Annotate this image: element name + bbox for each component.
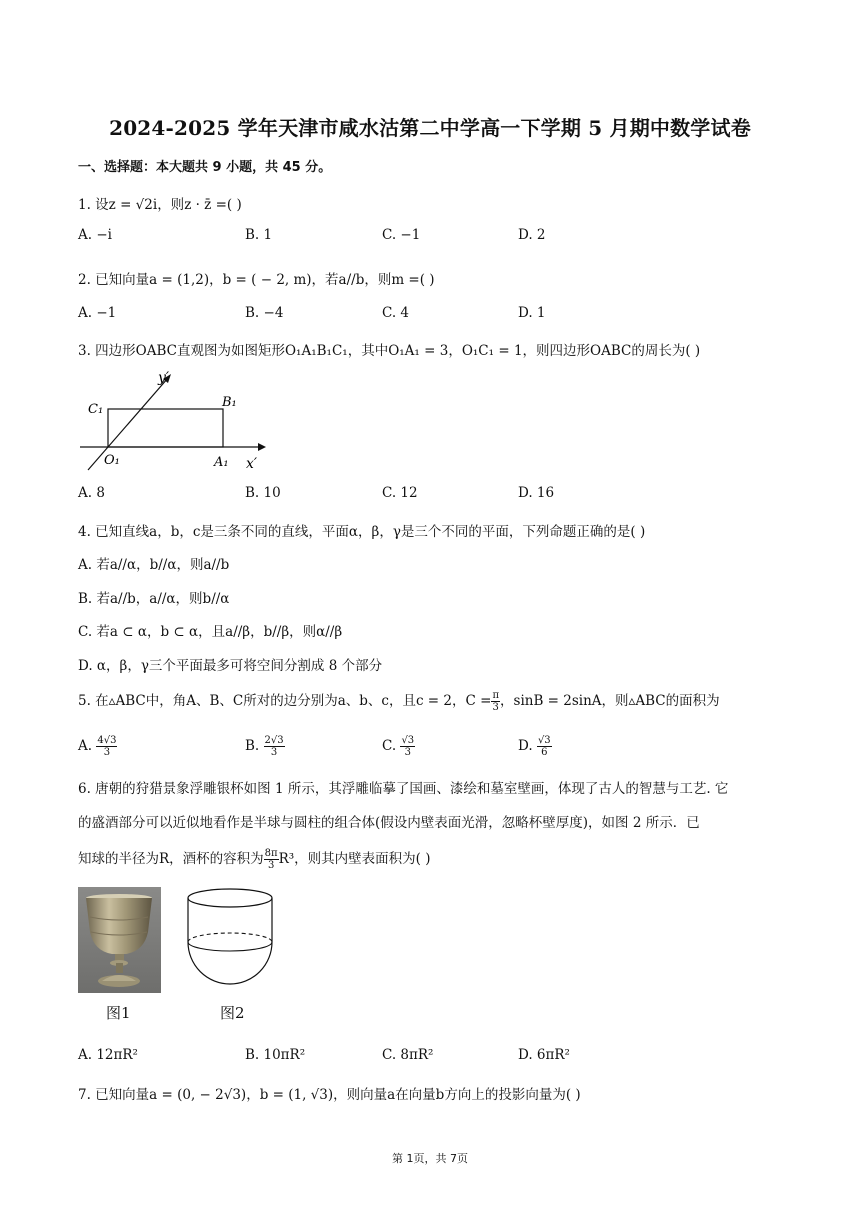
option-d[interactable]: D. 6πR² bbox=[518, 1047, 570, 1063]
silver-cup-photo bbox=[78, 887, 161, 993]
label-C1: C₁ bbox=[88, 402, 104, 417]
question-4-option-b[interactable]: B. 若a//b，a//α，则b//α bbox=[78, 591, 230, 607]
label-B1: B₁ bbox=[222, 395, 237, 410]
question-4-option-a[interactable]: A. 若a//α，b//α，则a//b bbox=[78, 557, 230, 573]
figure-1-label: 图1 bbox=[106, 1004, 131, 1022]
question-1-stem: 1. 设z = √2i，则z · z̄ =( ) bbox=[78, 197, 242, 213]
cylinder-top-rim bbox=[188, 889, 272, 907]
option-c[interactable]: C. 12 bbox=[382, 485, 418, 501]
question-4-option-c[interactable]: C. 若a ⊂ α，b ⊂ α，且a//β，b//β，则α//β bbox=[78, 624, 343, 640]
option-a[interactable]: A. $\frac{4√3}{3}$ bbox=[78, 735, 117, 758]
option-b[interactable]: B. 10 bbox=[245, 485, 281, 501]
option-b[interactable]: B. $\frac{2√3}{3}$ bbox=[245, 735, 284, 758]
question-7-stem: 7. 已知向量a = (0, − 2√3)，b = (1, √3)，则向量a在向量b方向上的投影向量为( ) bbox=[78, 1087, 581, 1103]
option-d[interactable]: D. 1 bbox=[518, 305, 546, 321]
option-b[interactable]: B. 1 bbox=[245, 227, 273, 243]
option-d[interactable]: D. 2 bbox=[518, 227, 546, 243]
option-a[interactable]: A. 8 bbox=[78, 485, 105, 501]
option-c[interactable]: C. −1 bbox=[382, 227, 421, 243]
option-d[interactable]: D. $\frac{√3}{6}$ bbox=[518, 735, 551, 758]
figure-2-label: 图2 bbox=[220, 1004, 245, 1022]
option-d[interactable]: D. 16 bbox=[518, 485, 555, 501]
section-heading: 一、选择题：本大题共 9 小题，共 45 分。 bbox=[78, 160, 332, 175]
option-a[interactable]: A. −1 bbox=[78, 305, 117, 321]
oblique-axis-figure bbox=[78, 366, 278, 476]
label-x-prime: x′ bbox=[246, 456, 258, 472]
option-a[interactable]: A. 12πR² bbox=[78, 1047, 138, 1063]
question-4-stem: 4. 已知直线a，b，c是三条不同的直线，平面α，β，γ是三个不同的平面，下列命题正确的是( ) bbox=[78, 524, 646, 540]
front-rim bbox=[188, 942, 272, 951]
question-6-line-1: 6. 唐朝的狩猎景象浮雕银杯如图 1 所示，其浮雕临摹了国画、漆绘和墓室壁画，体现了古人的智慧与工艺. 它 bbox=[78, 781, 729, 797]
option-c[interactable]: C. 8πR² bbox=[382, 1047, 434, 1063]
option-c[interactable]: C. $\frac{√3}{3}$ bbox=[382, 735, 415, 758]
cup-model-diagram bbox=[182, 885, 282, 997]
x-axis-arrow bbox=[258, 443, 266, 451]
label-O1: O₁ bbox=[104, 453, 120, 468]
question-5-stem: 5. 在▵ABC中，角A、B、C所对的边分别为a、b、c，且c = 2，C = $\frac{\pi}{3}$ ，sinB = 2sinA，则▵ABC的面积为 bbox=[78, 690, 720, 713]
page-footer: 第 1页，共 7页 bbox=[392, 1152, 468, 1165]
option-a[interactable]: A. −i bbox=[78, 227, 112, 243]
label-y-prime: y′ bbox=[158, 370, 170, 386]
page-title: 2024-2025 学年天津市咸水沽第二中学高一下学期 5 月期中数学试卷 bbox=[109, 116, 751, 140]
option-b[interactable]: B. 10πR² bbox=[245, 1047, 306, 1063]
option-b[interactable]: B. −4 bbox=[245, 305, 284, 321]
question-3-stem: 3. 四边形OABC直观图为如图矩形O₁A₁B₁C₁，其中O₁A₁ = 3，O₁C₁ = 1，则四边形OABC的周长为( ) bbox=[78, 343, 701, 359]
option-c[interactable]: C. 4 bbox=[382, 305, 410, 321]
question-6-line-2: 的盛酒部分可以近似地看作是半球与圆柱的组合体(假设内壁表面光滑，忽略杯壁厚度)，如图 2 所示．已 bbox=[78, 815, 700, 831]
y-axis bbox=[88, 378, 168, 470]
question-6-line-3: 知球的半径为R，酒杯的容积为 $\frac{8\pi}{3}$ R³，则其内壁表面积为( ) bbox=[78, 848, 431, 871]
question-2-stem: 2. 已知向量a = (1,2)，b = ( − 2, m)，若a//b，则m =( ) bbox=[78, 272, 435, 288]
label-A1: A₁ bbox=[214, 455, 229, 470]
question-4-option-d[interactable]: D. α，β，γ三个平面最多可将空间分割成 8 个部分 bbox=[78, 658, 383, 674]
hidden-rim-dashed bbox=[188, 933, 272, 942]
